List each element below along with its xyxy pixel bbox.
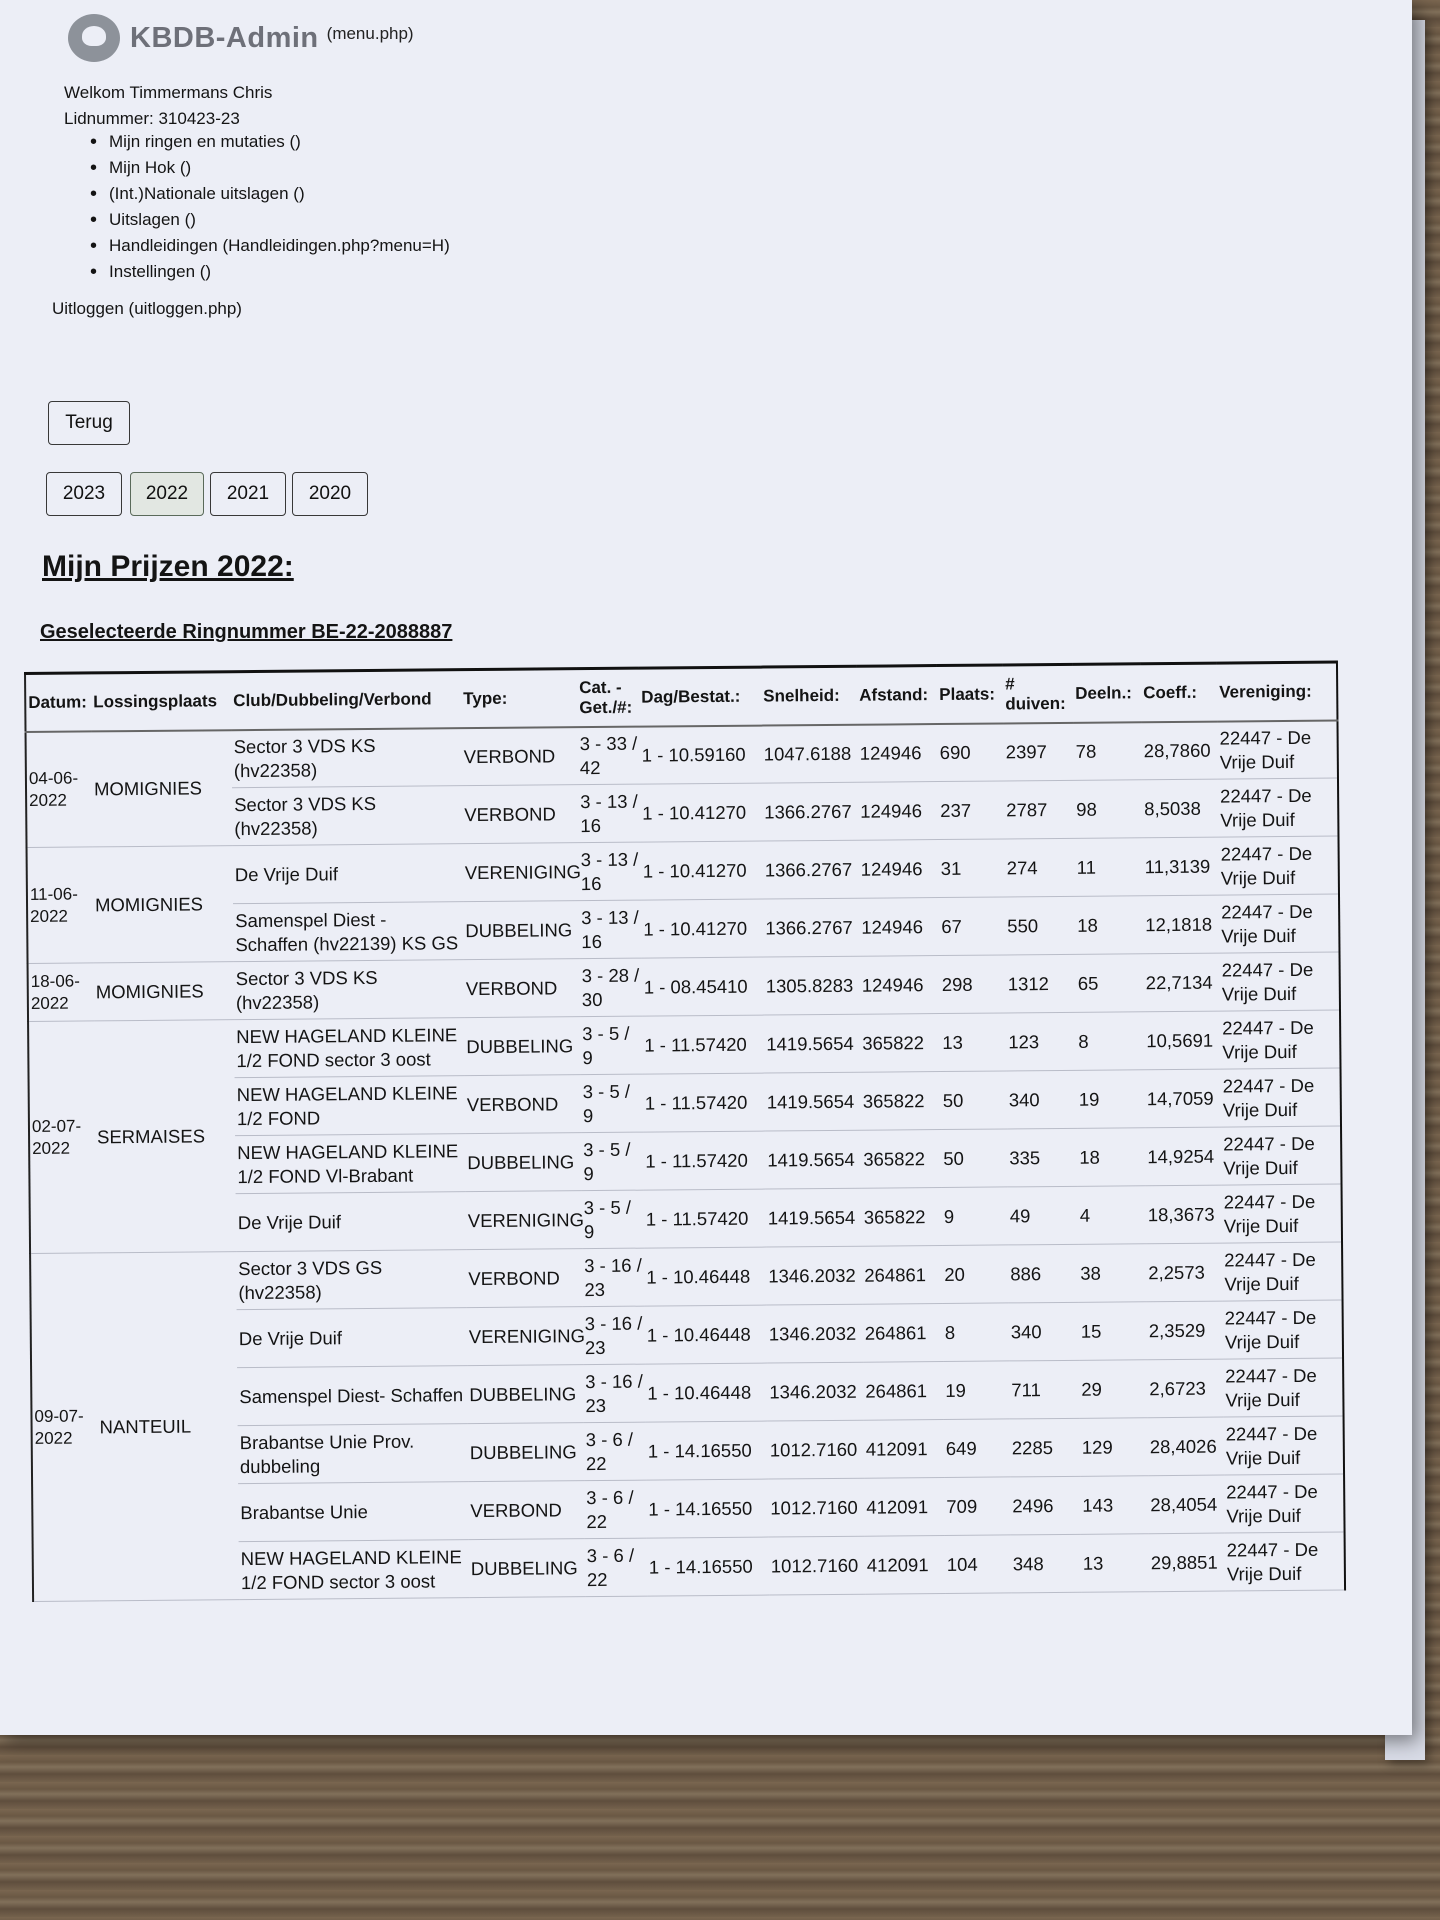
cell-release-site: MOMIGNIES [92,730,233,847]
cell-day: 1 - 10.46448 [644,1247,767,1306]
back-button[interactable]: Terug [48,401,130,445]
cell-type: DUBBELING [469,1539,586,1598]
cell-club: De Vrije Duif [233,844,463,904]
cell-category: 3 - 16 / 23 [583,1306,646,1365]
cell-association: 22447 - De Vrije Duif [1224,1416,1345,1475]
year-2021-button[interactable]: 2021 [210,472,286,516]
cell-date: 18-06-2022 [28,963,95,1022]
cell-type: DUBBELING [468,1423,585,1482]
cell-speed: 1346.2032 [766,1246,863,1305]
cell-category: 3 - 16 / 23 [582,1248,645,1307]
cell-day: 1 - 08.45410 [642,957,765,1016]
cell-pigeons: 1312 [1006,954,1077,1013]
page-title: Mijn Prijzen 2022: [42,550,294,583]
cell-day: 1 - 10.59160 [639,725,762,784]
cell-distance: 124946 [858,840,939,899]
cell-distance: 365822 [861,1072,942,1131]
cell-pigeons: 49 [1008,1186,1079,1245]
cell-category: 3 - 5 / 9 [580,1016,643,1075]
cell-club: Brabantse Unie [238,1482,468,1542]
cell-type: VERBOND [462,727,579,786]
pigeon-logo-icon [68,14,120,62]
cell-category: 3 - 13 / 16 [578,784,641,843]
cell-speed: 1419.5654 [765,1130,862,1189]
cell-place: 649 [944,1419,1011,1478]
cell-date: 04-06-2022 [26,731,93,848]
cell-category: 3 - 5 / 9 [581,1074,644,1133]
cell-speed: 1346.2032 [767,1304,864,1363]
cell-pigeons: 2496 [1010,1476,1081,1535]
cell-day: 1 - 10.41270 [641,899,764,958]
app-header [68,14,414,62]
cell-pigeons: 335 [1007,1128,1078,1187]
cell-place: 8 [943,1303,1010,1362]
col-header-participants: Deeln.: [1073,664,1142,723]
cell-distance: 412091 [864,1420,945,1479]
col-header-speed: Snelheid: [761,666,858,725]
cell-day: 1 - 14.16550 [646,1421,769,1480]
cell-date: 09-07-2022 [30,1253,99,1602]
cell-club: Brabantse Unie Prov. dubbeling [238,1424,468,1484]
cell-pigeons: 886 [1008,1244,1079,1303]
menu-item-results[interactable]: • Uitslagen () [90,207,450,233]
cell-coefficient: 28,7860 [1141,721,1218,780]
cell-type: VERENIGING [466,1191,583,1250]
cell-category: 3 - 6 / 22 [584,1422,647,1481]
menu-item-settings[interactable]: • Instellingen () [90,259,450,285]
cell-speed: 1366.2767 [762,782,859,841]
cell-day: 1 - 14.16550 [647,1537,770,1596]
cell-pigeons: 340 [1009,1302,1080,1361]
cell-distance: 264861 [863,1362,944,1421]
cell-association: 22447 - De Vrije Duif [1219,894,1340,953]
cell-coefficient: 22,7134 [1144,953,1221,1012]
cell-club: De Vrije Duif [236,1192,466,1252]
cell-club: De Vrije Duif [237,1308,467,1368]
cell-type: VERBOND [462,785,579,844]
cell-type: VERENIGING [467,1307,584,1366]
cell-association: 22447 - De Vrije Duif [1218,778,1339,837]
cell-pigeons: 711 [1009,1360,1080,1419]
cell-type: VERBOND [468,1481,585,1540]
cell-distance: 124946 [860,956,941,1015]
cell-coefficient: 18,3673 [1146,1185,1223,1244]
cell-association: 22447 - De Vrije Duif [1221,1126,1342,1185]
cell-participants: 98 [1074,780,1143,839]
col-header-place: Plaats: [937,665,1004,724]
cell-category: 3 - 13 / 16 [579,900,642,959]
col-header-category: Cat. - Get./#: [577,668,640,727]
cell-day: 1 - 10.41270 [640,783,763,842]
logout-link[interactable]: Uitloggen (uitloggen.php) [52,299,242,318]
cell-type: DUBBELING [464,1017,581,1076]
cell-release-site: MOMIGNIES [94,962,235,1021]
cell-distance: 365822 [861,1130,942,1189]
cell-speed: 1012.7160 [769,1536,866,1595]
cell-place: 31 [938,839,1005,898]
cell-club: NEW HAGELAND KLEINE 1/2 FOND sector 3 oost [239,1540,469,1600]
cell-association: 22447 - De Vrije Duif [1219,952,1340,1011]
cell-speed: 1366.2767 [763,898,860,957]
cell-coefficient: 11,3139 [1142,837,1219,896]
cell-distance: 124946 [858,782,939,841]
cell-club: NEW HAGELAND KLEINE 1/2 FOND [235,1076,465,1136]
cell-club: Sector 3 VDS KS (hv22358) [234,960,464,1020]
cell-club: Sector 3 VDS KS (hv22358) [232,786,462,846]
cell-date: 02-07-2022 [28,1021,96,1254]
cell-place: 9 [942,1187,1009,1246]
cell-category: 3 - 33 / 42 [577,726,640,785]
cell-coefficient: 29,8851 [1149,1533,1226,1592]
brand-title[interactable]: KBDB-Admin [130,21,319,54]
main-menu [90,129,450,285]
cell-speed: 1012.7160 [768,1478,865,1537]
cell-coefficient: 10,5691 [1144,1011,1221,1070]
cell-type: DUBBELING [467,1365,584,1424]
cell-place: 298 [940,955,1007,1014]
cell-date: 11-06-2022 [27,847,94,964]
year-2020-button[interactable]: 2020 [292,472,368,516]
cell-place: 20 [942,1245,1009,1304]
cell-type: VERBOND [466,1249,583,1308]
cell-pigeons: 274 [1004,838,1075,897]
cell-speed: 1419.5654 [764,1014,861,1073]
cell-coefficient: 14,9254 [1145,1127,1222,1186]
cell-day: 1 - 10.46448 [645,1305,768,1364]
brand-link-url: (menu.php) [326,24,414,43]
cell-day: 1 - 11.57420 [643,1131,766,1190]
cell-coefficient: 14,7059 [1145,1069,1222,1128]
col-header-club: Club/Dubbeling/Verbond [231,670,461,730]
cell-type: DUBBELING [465,1133,582,1192]
cell-participants: 78 [1073,722,1142,781]
col-header-type: Type: [461,669,578,728]
col-header-pigeons: # duiven: [1003,664,1074,723]
cell-distance: 124946 [857,724,938,783]
cell-day: 1 - 11.57420 [643,1073,766,1132]
cell-club: NEW HAGELAND KLEINE 1/2 FOND sector 3 oost [234,1018,464,1078]
year-2022-button[interactable]: 2022 [130,472,204,516]
cell-participants: 19 [1077,1070,1146,1129]
cell-pigeons: 348 [1011,1534,1082,1593]
cell-association: 22447 - De Vrije Duif [1225,1532,1346,1591]
cell-place: 13 [940,1013,1007,1072]
cell-day: 1 - 14.16550 [646,1479,769,1538]
member-number: Lidnummer: 310423-23 [64,109,240,128]
cell-coefficient: 12,1818 [1143,895,1220,954]
cell-club: Sector 3 VDS GS (hv22358) [236,1250,466,1310]
cell-pigeons: 340 [1007,1070,1078,1129]
cell-association: 22447 - De Vrije Duif [1222,1184,1343,1243]
cell-place: 19 [943,1361,1010,1420]
cell-category: 3 - 5 / 9 [582,1190,645,1249]
cell-coefficient: 2,2573 [1146,1243,1223,1302]
col-header-coefficient: Coeff.: [1141,663,1218,722]
cell-association: 22447 - De Vrije Duif [1223,1358,1344,1417]
menu-item-national-results[interactable]: • (Int.)Nationale uitslagen () [90,181,450,207]
cell-participants: 13 [1081,1534,1150,1593]
cell-category: 3 - 28 / 30 [580,958,643,1017]
cell-category: 3 - 13 / 16 [579,842,642,901]
cell-coefficient: 2,3529 [1147,1301,1224,1360]
cell-distance: 412091 [864,1478,945,1537]
cell-club: Samenspel Diest- Schaffen [237,1366,467,1426]
cell-day: 1 - 11.57420 [642,1015,765,1074]
cell-club: Samenspel Diest - Schaffen (hv22139) KS GS [233,902,463,962]
cell-association: 22447 - De Vrije Duif [1221,1068,1342,1127]
year-2023-button[interactable]: 2023 [46,472,122,516]
cell-association: 22447 - De Vrije Duif [1224,1474,1345,1533]
cell-participants: 143 [1080,1476,1149,1535]
cell-coefficient: 28,4054 [1148,1475,1225,1534]
cell-category: 3 - 6 / 22 [585,1538,648,1597]
cell-participants: 15 [1079,1302,1148,1361]
cell-category: 3 - 16 / 23 [583,1364,646,1423]
cell-club: NEW HAGELAND KLEINE 1/2 FOND Vl-Brabant [235,1134,465,1194]
cell-club: Sector 3 VDS KS (hv22358) [232,728,462,788]
cell-pigeons: 2285 [1010,1418,1081,1477]
cell-coefficient: 2,6723 [1147,1359,1224,1418]
cell-distance: 264861 [862,1246,943,1305]
cell-distance: 365822 [860,1014,941,1073]
cell-place: 67 [939,897,1006,956]
cell-participants: 4 [1078,1186,1147,1245]
cell-day: 1 - 10.41270 [641,841,764,900]
cell-category: 3 - 6 / 22 [584,1480,647,1539]
col-header-release-site: Lossingsplaats [91,672,232,731]
cell-category: 3 - 5 / 9 [581,1132,644,1191]
cell-participants: 129 [1080,1418,1149,1477]
cell-speed: 1366.2767 [763,840,860,899]
cell-pigeons: 2787 [1004,780,1075,839]
cell-participants: 8 [1076,1012,1145,1071]
col-header-day: Dag/Bestat.: [639,667,762,726]
cell-distance: 365822 [862,1188,943,1247]
col-header-distance: Afstand: [857,666,938,725]
cell-distance: 412091 [865,1535,946,1594]
cell-speed: 1346.2032 [767,1362,864,1421]
welcome-text: Welkom Timmermans Chris [64,83,273,102]
welcome-block [64,80,272,132]
cell-pigeons: 123 [1006,1012,1077,1071]
cell-day: 1 - 11.57420 [644,1189,767,1248]
cell-speed: 1419.5654 [765,1072,862,1131]
menu-item-loft[interactable]: • Mijn Hok () [90,155,450,181]
cell-type: VERENIGING [463,843,580,902]
cell-release-site: MOMIGNIES [93,846,234,963]
cell-type: VERBOND [465,1075,582,1134]
cell-association: 22447 - De Vrije Duif [1218,836,1339,895]
cell-association: 22447 - De Vrije Duif [1220,1010,1341,1069]
cell-distance: 124946 [859,898,940,957]
cell-association: 22447 - De Vrije Duif [1222,1242,1343,1301]
cell-speed: 1012.7160 [768,1420,865,1479]
cell-place: 690 [937,723,1004,782]
col-header-association: Vereniging: [1217,662,1338,721]
menu-item-manuals[interactable]: • Handleidingen (Handleidingen.php?menu=H) [90,233,450,259]
cell-place: 50 [941,1129,1008,1188]
cell-release-site: NANTEUIL [96,1252,239,1601]
table-body [26,720,1346,1601]
cell-participants: 29 [1079,1360,1148,1419]
cell-speed: 1047.6188 [761,724,858,783]
cell-participants: 18 [1075,896,1144,955]
cell-participants: 11 [1074,838,1143,897]
prizes-table [24,661,1346,1602]
cell-pigeons: 2397 [1003,722,1074,781]
cell-type: DUBBELING [463,901,580,960]
cell-participants: 38 [1078,1244,1147,1303]
menu-item-rings[interactable]: • Mijn ringen en mutaties () [90,129,450,155]
cell-speed: 1305.8283 [764,956,861,1015]
cell-place: 104 [945,1535,1012,1594]
cell-association: 22447 - De Vrije Duif [1223,1300,1344,1359]
cell-place: 709 [944,1477,1011,1536]
cell-association: 22447 - De Vrije Duif [1217,720,1338,779]
cell-coefficient: 28,4026 [1148,1417,1225,1476]
cell-place: 50 [941,1071,1008,1130]
cell-type: VERBOND [464,959,581,1018]
cell-release-site: SERMAISES [94,1020,236,1253]
cell-day: 1 - 10.46448 [645,1363,768,1422]
selected-ring-number: Geselecteerde Ringnummer BE-22-2088887 [40,621,453,643]
col-header-date: Datum: [25,673,92,732]
cell-speed: 1419.5654 [766,1188,863,1247]
cell-pigeons: 550 [1005,896,1076,955]
cell-participants: 65 [1076,954,1145,1013]
cell-place: 237 [938,781,1005,840]
cell-distance: 264861 [863,1304,944,1363]
cell-participants: 18 [1077,1128,1146,1187]
cell-coefficient: 8,5038 [1142,779,1219,838]
